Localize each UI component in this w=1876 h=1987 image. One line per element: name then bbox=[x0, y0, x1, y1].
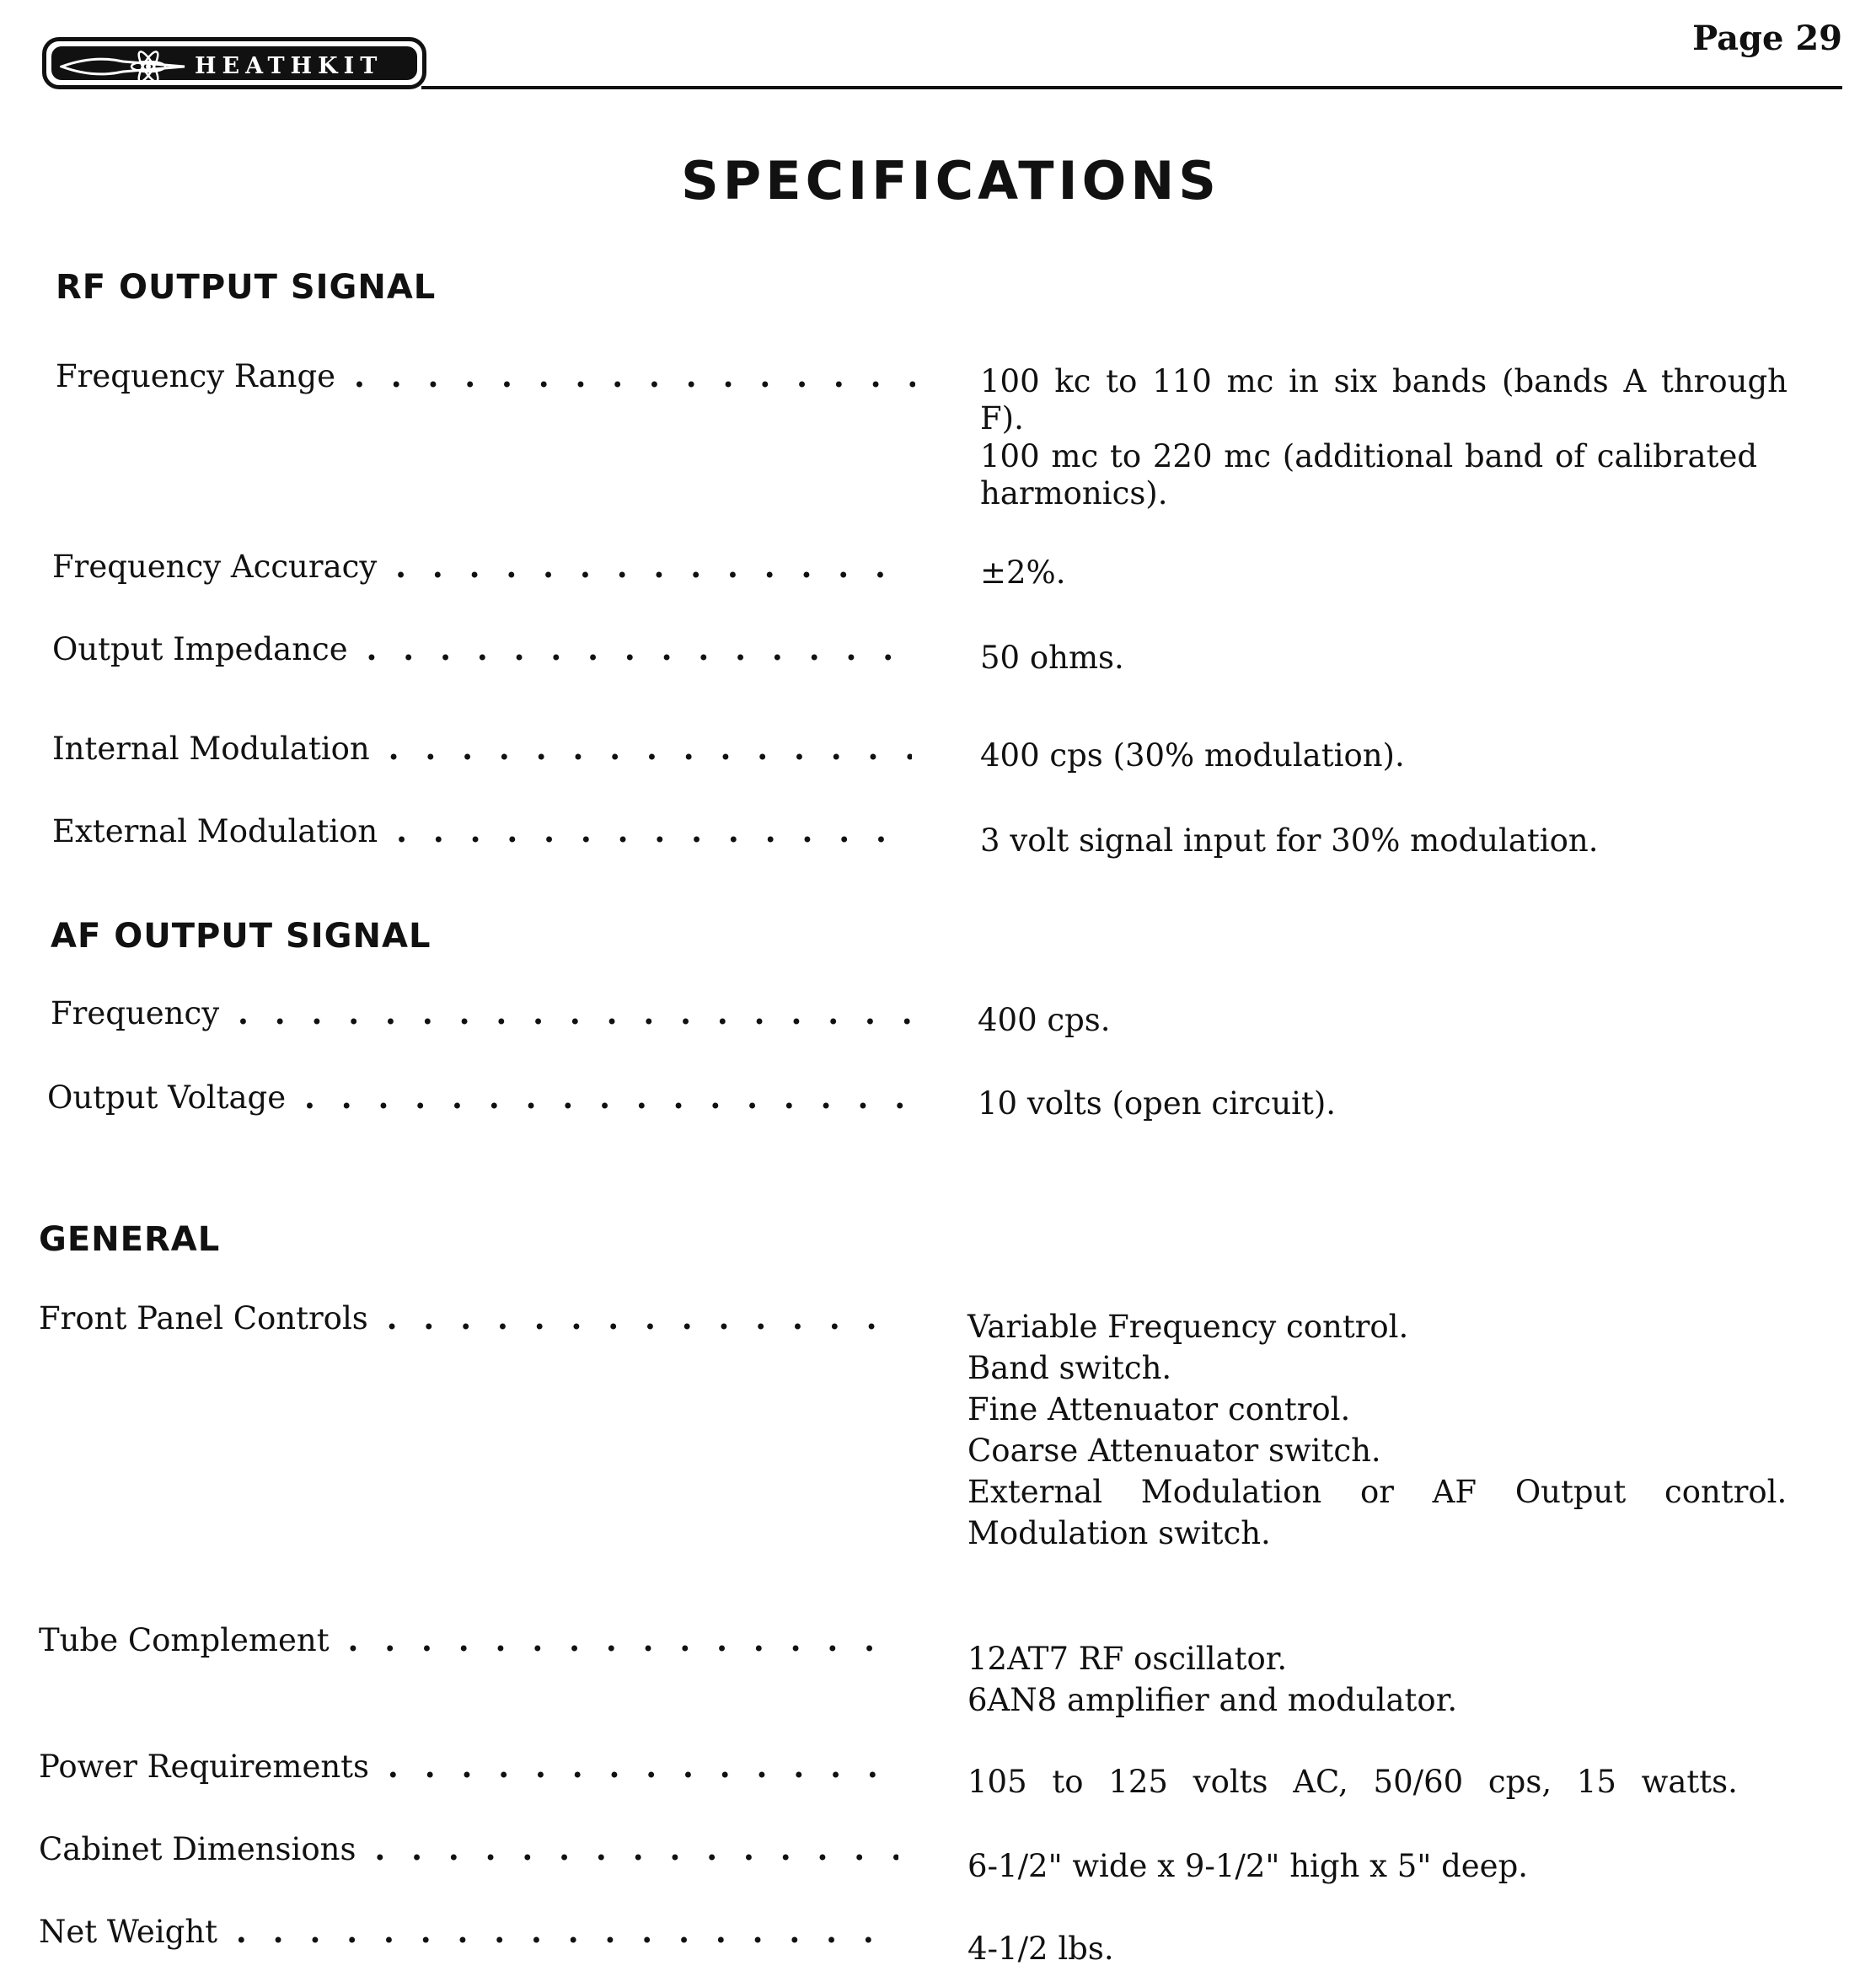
page-title: SPECIFICATIONS bbox=[681, 150, 1220, 212]
spec-value-cabinet-dimensions: 6-1/2" wide x 9-1/2" high x 5" deep. bbox=[967, 1848, 1529, 1884]
spec-label-frequency-range: Frequency Range . . . bbox=[56, 357, 915, 395]
spec-label-af-frequency: Frequency . . . bbox=[51, 994, 910, 1032]
heathkit-logo bbox=[42, 37, 426, 89]
spec-value-tube-complement: 12AT7 RF oscillator. 6AN8 amplifier and modulator. bbox=[967, 1641, 1458, 1718]
atom-emblem-icon bbox=[60, 50, 186, 83]
spec-value-net-weight: 4-1/2 lbs. bbox=[967, 1931, 1114, 1967]
spec-label-cabinet-dimensions: Cabinet Dimensions . . . bbox=[39, 1830, 898, 1868]
brand-name: HEATHKIT bbox=[195, 53, 383, 79]
spec-label-output-voltage: Output Voltage . . . bbox=[47, 1079, 907, 1117]
spec-value-output-impedance: 50 ohms. bbox=[980, 640, 1124, 676]
spec-label-power-requirements: Power Requirements . . . bbox=[39, 1748, 898, 1786]
section-heading-af-output: AF OUTPUT SIGNAL bbox=[51, 917, 431, 956]
section-heading-rf-output: RF OUTPUT SIGNAL bbox=[56, 268, 437, 307]
spec-value-front-panel-controls: Variable Frequency control. Band switch. Fine Attenuator control. Coarse Attenuator switch. External Modulation or AF Output control. Modulation switch. bbox=[967, 1309, 1788, 1551]
spec-value-af-frequency: 400 cps. bbox=[978, 1002, 1111, 1038]
section-heading-general: GENERAL bbox=[39, 1220, 221, 1259]
spec-label-tube-complement: Tube Complement . . . bbox=[39, 1621, 898, 1659]
header-rule bbox=[421, 86, 1842, 89]
spec-value-internal-modulation: 400 cps (30% modulation). bbox=[980, 737, 1405, 774]
spec-value-external-modulation: 3 volt signal input for 30% modulation. bbox=[980, 822, 1599, 859]
spec-label-net-weight: Net Weight . . . bbox=[39, 1913, 898, 1951]
spec-value-frequency-accuracy: ±2%. bbox=[980, 554, 1066, 591]
spec-label-front-panel-controls: Front Panel Controls . . . bbox=[39, 1299, 898, 1337]
spec-label-external-modulation: External Modulation . . . bbox=[52, 812, 912, 850]
spec-label-frequency-accuracy: Frequency Accuracy . . . bbox=[52, 548, 912, 586]
spec-value-power-requirements: 105 to 125 volts AC, 50/60 cps, 15 watts. bbox=[967, 1764, 1738, 1800]
spec-label-internal-modulation: Internal Modulation . . . bbox=[52, 730, 912, 768]
spec-value-frequency-range: 100 kc to 110 mc in six bands (bands A through F). 100 mc to 220 mc (additional band of calibrated harmonics). bbox=[980, 363, 1788, 511]
spec-label-output-impedance: Output Impedance . . . bbox=[52, 630, 912, 668]
spec-value-output-voltage: 10 volts (open circuit). bbox=[978, 1085, 1337, 1122]
page-number: Page 29 bbox=[1692, 19, 1842, 58]
